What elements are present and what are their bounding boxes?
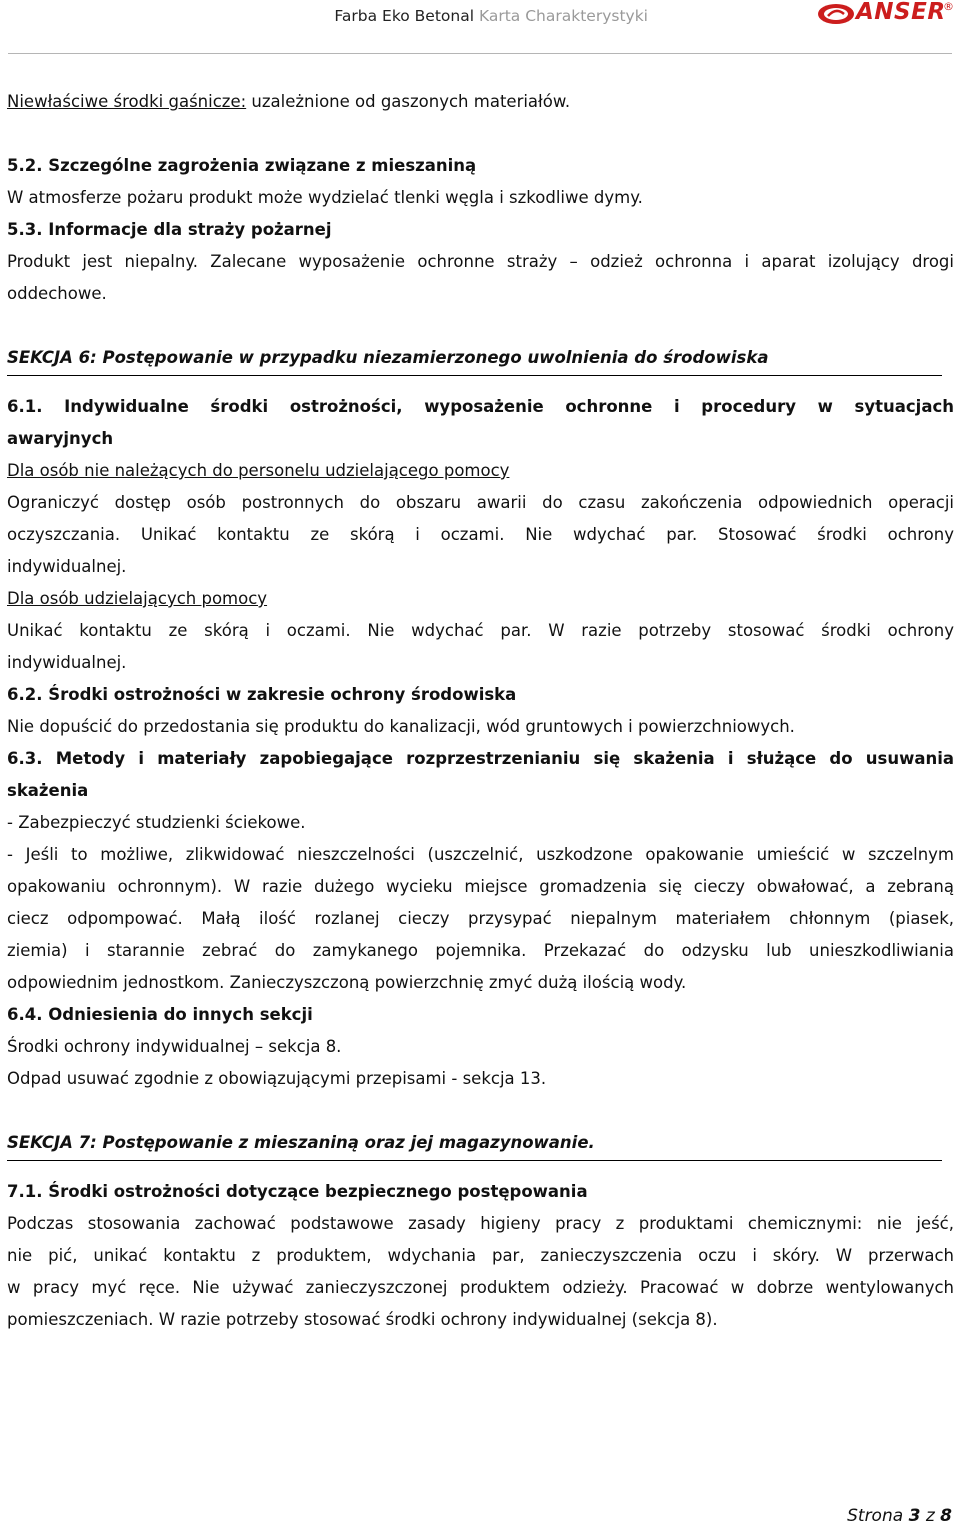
subsection-5-3-heading: 5.3. Informacje dla straży pożarnej [7,220,332,239]
paragraph: ziemia) i starannie zebrać do zamykanego pojemnika. Przekazać do odzysku lub unieszkodliwiania [7,941,954,960]
paragraph: W atmosferze pożaru produkt może wydzielać tlenki węgla i szkodliwe dymy. [7,188,643,207]
header-divider [8,53,952,54]
paragraph: opakowaniu ochronnym). W razie dużego wycieku miejsce gromadzenia się cieczy obwałować, a zebraną [7,877,954,896]
subsection-6-4-heading: 6.4. Odniesienia do innych sekcji [7,1005,313,1024]
paragraph: oddechowe. [7,284,107,303]
paragraph: - Jeśli to możliwe, zlikwidować nieszczelności (uszczelnić, uszkodzone opakowanie umieścić w szczelnym [7,845,954,864]
anser-logo [816,0,954,28]
unsuitable-extinguishing-media: Niewłaściwe środki gaśnicze: uzależnione od gaszonych materiałów. [7,92,571,111]
paragraph: - Zabezpieczyć studzienki ściekowe. [7,813,306,832]
logo-wordmark: ANSER [856,0,946,25]
paragraph: ciecz odpompować. Małą ilość rozlanej cieczy przysypać niepalnym materiałem chłonnym (piasek, [7,909,954,928]
page-number: Strona 3 z 8 [847,1506,952,1526]
subsection-6-1-heading: 6.1. Indywidualne środki ostrożności, wyposażenie ochronne i procedury w sytuacjach [7,397,954,416]
paragraph: odpowiednim jednostkom. Zanieczyszczoną powierzchnię zmyć dużą ilością wody. [7,973,687,992]
paragraph: pomieszczeniach. W razie potrzeby stosować środki ochrony indywidualnej (sekcja 8). [7,1310,718,1329]
paragraph: nie pić, unikać kontaktu z produktem, wdychania par, zanieczyszczenia oczu i skóry. W przerwach [7,1246,954,1265]
paragraph: Podczas stosowania zachować podstawowe zasady higieny pracy z produktami chemicznymi: nie jeść, [7,1214,954,1233]
subheading-responders: Dla osób udzielających pomocy [7,589,268,608]
document-title [334,7,648,25]
paragraph: Ograniczyć dostęp osób postronnych do obszaru awarii do czasu zakończenia odpowiednich operacji [7,493,954,512]
subsection-6-3-heading-cont: skażenia [7,781,89,800]
subsection-6-1-heading-cont: awaryjnych [7,429,114,448]
subsection-7-1-heading: 7.1. Środki ostrożności dotyczące bezpiecznego postępowania [7,1182,588,1201]
section-7-title: SEKCJA 7: Postępowanie z mieszaniną oraz jej magazynowanie. [7,1133,595,1152]
paragraph: Nie dopuścić do przedostania się produktu do kanalizacji, wód gruntowych i powierzchniowych. [7,717,795,736]
subsection-5-2-heading: 5.2. Szczególne zagrożenia związane z mieszaniną [7,156,477,175]
paragraph: Unikać kontaktu ze skórą i oczami. Nie wdychać par. W razie potrzeby stosować środki ochrony [7,621,954,640]
product-name: Farba Eko Betonal [334,7,475,25]
section-6-title: SEKCJA 6: Postępowanie w przypadku niezamierzonego uwolnienia do środowiska [7,348,769,367]
subsection-6-3-heading: 6.3. Metody i materiały zapobiegające rozprzestrzenianiu się skażenia i służące do usuwania [7,749,954,768]
paragraph: Środki ochrony indywidualnej – sekcja 8. [7,1037,342,1056]
subsection-6-2-heading: 6.2. Środki ostrożności w zakresie ochrony środowiska [7,685,517,704]
logo-swoosh-icon [816,1,856,27]
document-type: Karta Charakterystyki [478,7,648,25]
paragraph: indywidualnej. [7,653,127,672]
subheading-non-responders: Dla osób nie należących do personelu udzielającego pomocy [7,461,510,480]
paragraph: w pracy myć ręce. Nie używać zanieczyszczonej produktem odzieży. Pracować w dobrze wentylowanych [7,1278,954,1297]
paragraph: Odpad usuwać zgodnie z obowiązującymi przepisami - sekcja 13. [7,1069,547,1088]
document-body [7,86,954,1336]
page-header [0,0,960,54]
paragraph: indywidualnej. [7,557,127,576]
paragraph: Produkt jest niepalny. Zalecane wyposażenie ochronne straży – odzież ochronna i aparat izolujący drogi [7,252,954,271]
registered-mark: ® [943,0,954,13]
paragraph: oczyszczania. Unikać kontaktu ze skórą i oczami. Nie wdychać par. Stosować środki ochrony [7,525,954,544]
